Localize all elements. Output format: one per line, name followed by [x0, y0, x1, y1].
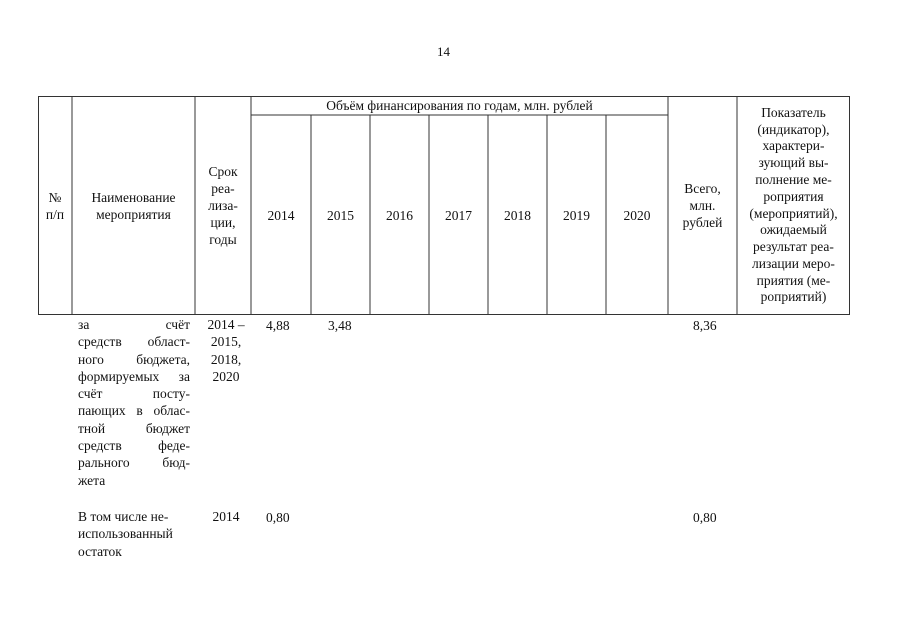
- header-number: № п/п: [45, 189, 65, 222]
- header-year-2019: 2019: [563, 207, 590, 223]
- header-year-2017: 2017: [445, 207, 472, 223]
- page-number: 14: [437, 44, 450, 59]
- header-total: Всего, млн. рублей: [682, 181, 723, 230]
- table-header: [38, 96, 850, 316]
- row-2-term: 2014: [212, 509, 240, 524]
- header-funding-group: Объём финансирования по годам, млн. рублей: [326, 98, 593, 113]
- header-indicator: Показатель (индикатор), характери- зующий вы- полнение ме- роприятия (мероприятий), ожидаемый результат реа- лизации меро- приятия (ме- роприятий): [749, 104, 838, 305]
- header-year-2020: 2020: [623, 207, 651, 223]
- row-1-term: 2014 – 2015, 2018, 2020: [207, 317, 245, 384]
- row-1-name: за счёт средств област- ного бюджета, формируемых за счёт посту- пающих в облас- тной бюджет средств феде- рального бюд- жета: [78, 317, 190, 488]
- row-2-name: В том числе не- использованный остаток: [78, 509, 173, 559]
- row-1-value-2015: 3,48: [328, 318, 352, 333]
- header-year-2016: 2016: [386, 207, 413, 223]
- header-name: Наименование мероприятия: [91, 189, 176, 222]
- row-2-total: 0,80: [693, 510, 717, 525]
- header-year-2015: 2015: [327, 207, 354, 223]
- row-2-value-2014: 0,80: [266, 510, 290, 525]
- row-1-total: 8,36: [693, 318, 717, 333]
- header-year-2018: 2018: [504, 207, 531, 223]
- header-year-2014: 2014: [267, 207, 295, 223]
- row-1-value-2014: 4,88: [266, 318, 290, 333]
- header-term: Срок реа- лиза- ции, годы: [208, 164, 238, 247]
